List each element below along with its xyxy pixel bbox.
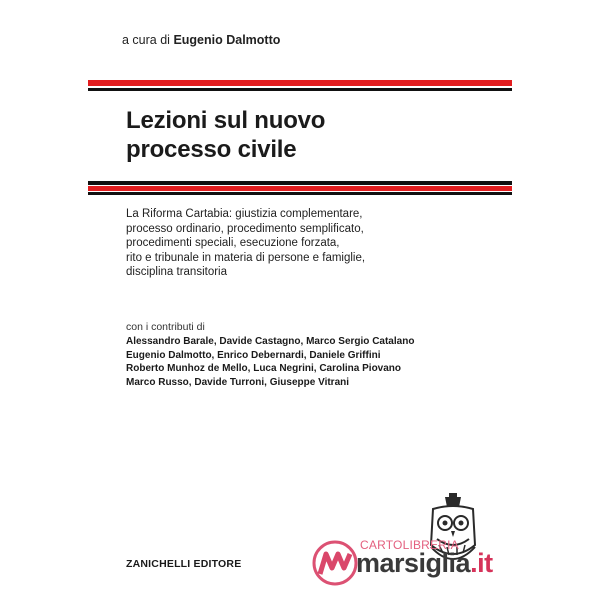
editor-credit — [122, 33, 280, 47]
contributors-line: Marco Russo, Davide Turroni, Giuseppe Vitrani — [126, 376, 350, 388]
watermark-store-type: CARTOLIBRERIA — [360, 538, 459, 552]
publisher-name: ZANICHELLI EDITORE — [126, 558, 242, 570]
subtitle-line: rito e tribunale in materia di persone e famiglie, — [126, 251, 366, 264]
subtitle-line: procedimenti speciali, esecuzione forzata, — [126, 237, 340, 249]
editor-prefix: a cura di — [122, 33, 170, 47]
title-line-1: Lezioni sul nuovo — [126, 107, 326, 134]
contributors-line: Roberto Munhoz de Mello, Luca Negrini, Carolina Piovano — [126, 363, 402, 374]
contributors-intro: con i contributi di — [126, 321, 205, 333]
watermark-brand-name: marsiglia — [356, 548, 471, 578]
store-watermark — [312, 532, 512, 592]
watermark-brand — [356, 548, 493, 579]
book-title — [126, 106, 325, 164]
title-line-2: processo civile — [126, 136, 297, 163]
marsiglia-m-logo-icon — [312, 540, 358, 586]
contributors-line: Eugenio Dalmotto, Enrico Debernardi, Daniele Griffini — [126, 349, 381, 361]
subtitle-line: disciplina transitoria — [126, 266, 227, 278]
subtitle-line: processo ordinario, procedimento semplificato, — [126, 222, 364, 235]
watermark-brand-suffix: .it — [470, 548, 493, 578]
bottom-black-stripe-2 — [88, 192, 512, 195]
editor-name: Eugenio Dalmotto — [173, 33, 281, 47]
top-red-stripe — [88, 80, 512, 86]
contributors-line: Alessandro Barale, Davide Castagno, Marco Sergio Catalano — [126, 336, 415, 347]
bottom-black-stripe-1 — [88, 181, 512, 185]
subtitle-line: La Riforma Cartabia: giustizia complementare, — [126, 208, 363, 220]
bottom-red-stripe — [88, 186, 512, 191]
contributors-list — [126, 335, 496, 389]
book-subtitle — [126, 207, 476, 280]
top-black-stripe — [88, 88, 512, 91]
